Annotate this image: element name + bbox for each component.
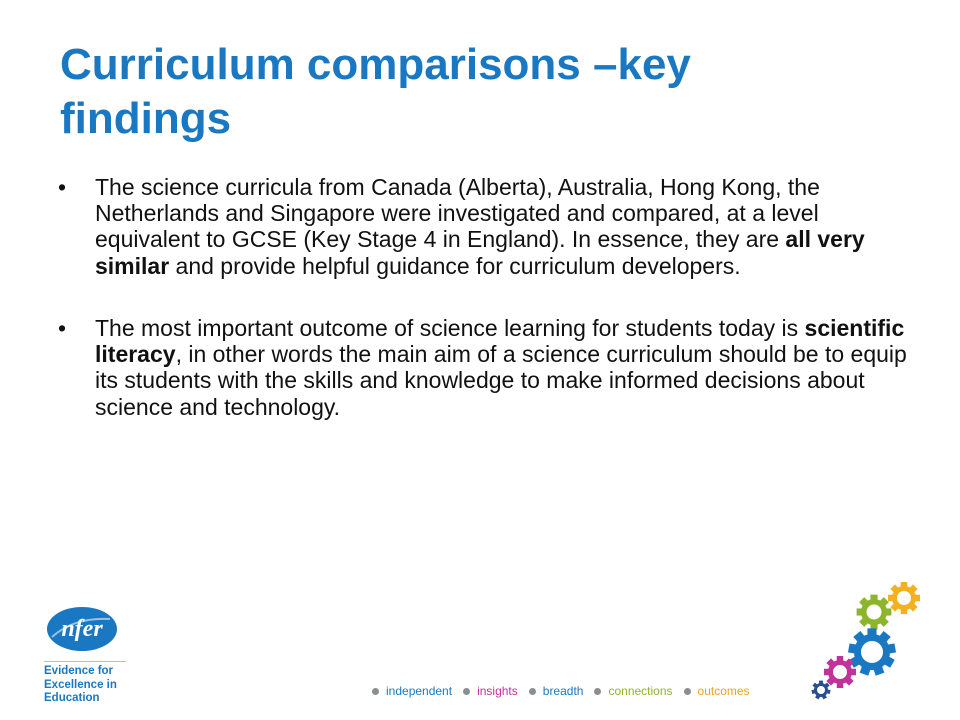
tagline-label: insights: [477, 684, 518, 698]
tagline-label: connections: [608, 684, 673, 698]
green-gear-icon: [857, 595, 892, 630]
tagline-item: [372, 684, 452, 698]
tagline-label: independent: [386, 684, 453, 698]
tagline-item: [463, 684, 518, 698]
logo-tagline: [44, 661, 126, 706]
navy-gear-icon: [811, 681, 830, 700]
bullet-item: [58, 174, 918, 279]
bullet-text: [95, 315, 907, 420]
tagline-dot: [529, 688, 536, 695]
logo-line: Education: [44, 692, 100, 705]
bullet-marker: •: [58, 314, 67, 341]
bullet-text-end: , in other words the main aim of a science curriculum should be to equip its students with the skills and knowledge to make informed decisions about science and technology.: [95, 341, 907, 420]
tagline-label: breadth: [542, 684, 584, 698]
footer-tagline: [372, 684, 761, 698]
magenta-gear-icon: [824, 656, 856, 688]
bullet-list: [58, 174, 918, 456]
bullet-emphasis: scientific literacy: [95, 314, 905, 368]
bullet-text-start: The most important outcome of science learning for students today is: [95, 314, 805, 341]
tagline-label: outcomes: [697, 684, 750, 698]
logo-line: Excellence in: [44, 678, 117, 691]
bullet-text-start: The science curricula from Canada (Alberta), Australia, Hong Kong, the Netherlands and Singapore were investigated and compared, at a level equivalent to GCSE (Key Stage 4 in England). In essence, they are: [95, 174, 820, 253]
bullet-text: [95, 174, 865, 279]
nfer-logo: [44, 603, 126, 706]
tagline-item: [529, 684, 584, 698]
bullet-emphasis: all very similar: [95, 226, 865, 279]
tagline-item: [594, 684, 672, 698]
bullet-marker: •: [58, 174, 67, 200]
orange-gear-icon: [888, 582, 920, 614]
nfer-logo-mark: [44, 603, 120, 655]
tagline-dot: [684, 688, 691, 695]
blue-gear-icon: [848, 628, 896, 675]
logo-line: Evidence for: [44, 665, 114, 677]
bullet-text-end: and provide helpful guidance for curriculum developers.: [169, 252, 741, 279]
gears-graphic: [808, 576, 928, 706]
nfer-logo-wordmark: nfer: [61, 616, 103, 642]
bullet-item: [58, 315, 918, 420]
slide-title: Curriculum comparisons –key findings: [60, 40, 691, 143]
tagline-dot: [594, 688, 601, 695]
tagline-dot: [463, 688, 470, 695]
tagline-dot: [372, 688, 379, 695]
tagline-item: [684, 684, 750, 698]
